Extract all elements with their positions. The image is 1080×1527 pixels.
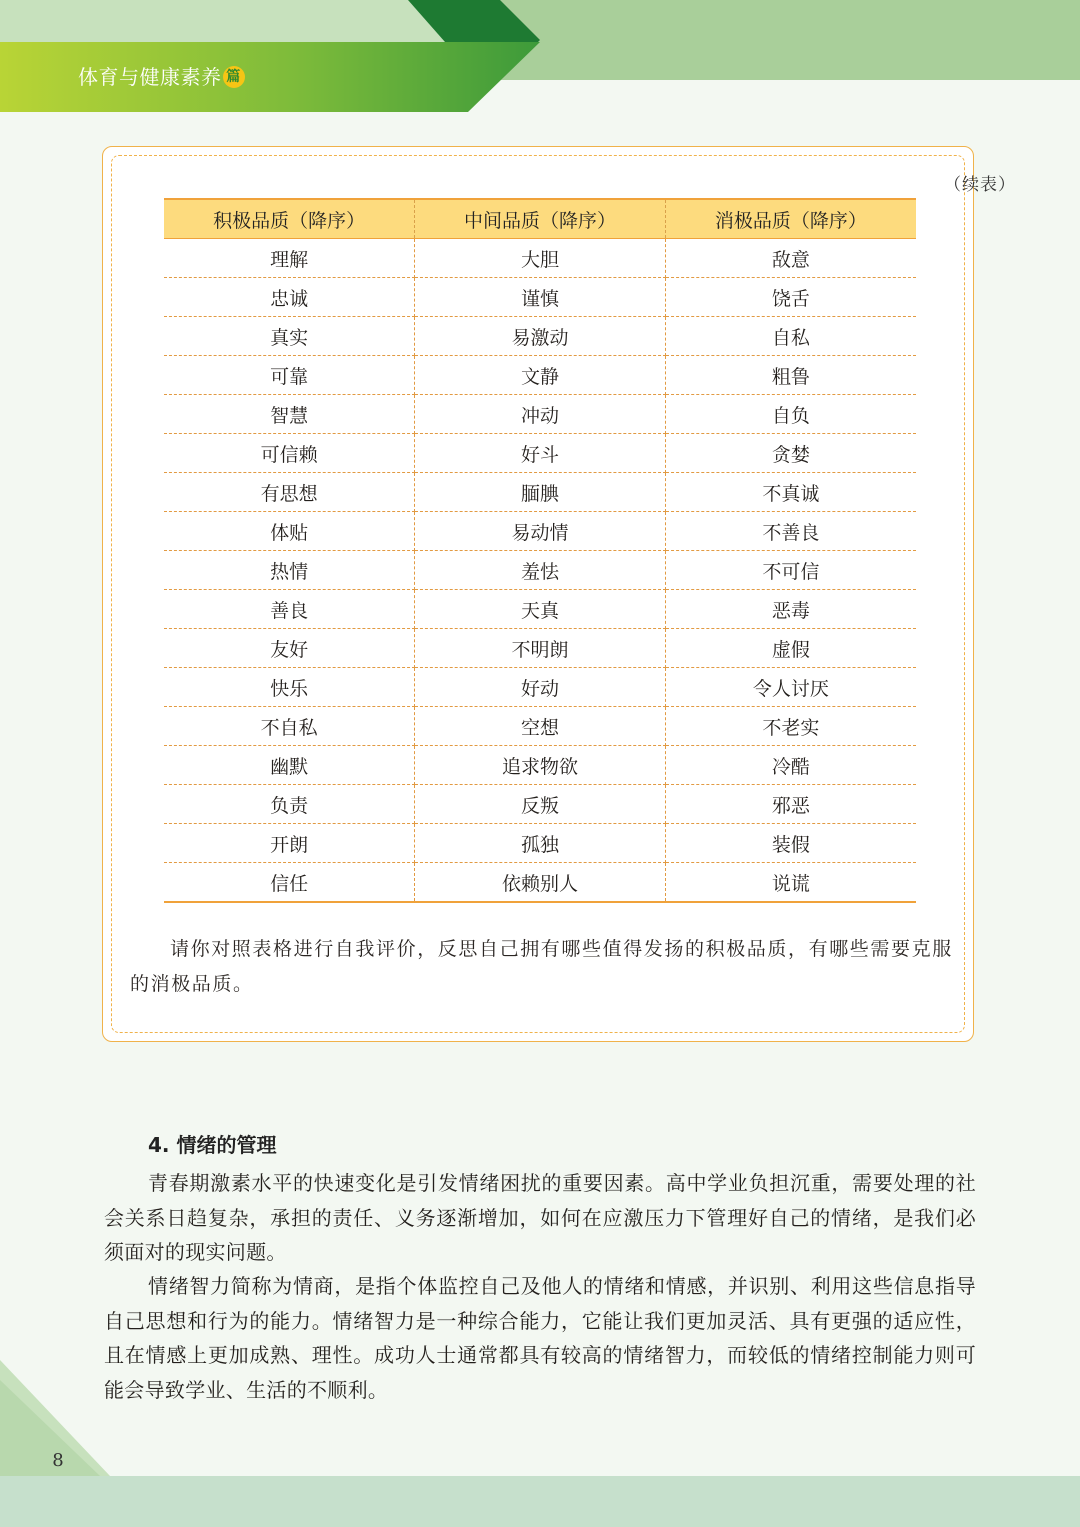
continued-label: （续表）: [944, 175, 1016, 195]
table-cell-positive: 忠诚: [164, 278, 415, 317]
table-cell-negative: 邪恶: [665, 785, 916, 824]
table-body: [164, 239, 916, 903]
table-cell-neutral: 追求物欲: [415, 746, 666, 785]
table-cell-negative: 不善良: [665, 512, 916, 551]
table-cell-negative: 不老实: [665, 707, 916, 746]
header-banner: [0, 0, 1080, 112]
table-cell-neutral: 易动情: [415, 512, 666, 551]
header-title: [78, 62, 245, 92]
table-cell-negative: 不可信: [665, 551, 916, 590]
table-cell-neutral: 孤独: [415, 824, 666, 863]
self-evaluation-prompt: 请你对照表格进行自我评价，反思自己拥有哪些值得发扬的积极品质，有哪些需要克服的消极品质。: [130, 938, 953, 995]
quality-table: [164, 198, 916, 903]
header-title-text: 体育与健康素养: [78, 65, 222, 89]
table-row: [164, 668, 916, 707]
column-header-neutral: 中间品质（降序）: [415, 199, 666, 239]
table-cell-neutral: 反叛: [415, 785, 666, 824]
table-cell-positive: 友好: [164, 629, 415, 668]
table-cell-positive: 有思想: [164, 473, 415, 512]
table-cell-neutral: 易激动: [415, 317, 666, 356]
table-cell-negative: 令人讨厌: [665, 668, 916, 707]
table-cell-neutral: 腼腆: [415, 473, 666, 512]
table-cell-neutral: 依赖别人: [415, 863, 666, 903]
table-cell-neutral: 天真: [415, 590, 666, 629]
table-cell-negative: 贪婪: [665, 434, 916, 473]
table-row: [164, 395, 916, 434]
table-cell-neutral: 羞怯: [415, 551, 666, 590]
table-row: [164, 707, 916, 746]
table-cell-negative: 冷酷: [665, 746, 916, 785]
table-row: [164, 629, 916, 668]
table-row: [164, 239, 916, 278]
table-cell-neutral: 文静: [415, 356, 666, 395]
table-cell-positive: 开朗: [164, 824, 415, 863]
table-cell-positive: 理解: [164, 239, 415, 278]
table-cell-negative: 说谎: [665, 863, 916, 903]
table-row: [164, 863, 916, 903]
page-number: 8: [52, 1450, 64, 1471]
table-row: [164, 473, 916, 512]
table-cell-negative: 恶毒: [665, 590, 916, 629]
table-cell-positive: 体贴: [164, 512, 415, 551]
table-row: [164, 356, 916, 395]
table-cell-negative: 粗鲁: [665, 356, 916, 395]
table-row: [164, 278, 916, 317]
paragraph-1: 青春期激素水平的快速变化是引发情绪困扰的重要因素。高中学业负担沉重，需要处理的社会关系日趋复杂，承担的责任、义务逐渐增加，如何在应激压力下管理好自己的情绪，是我们必须面对的现实问题。: [104, 1171, 976, 1264]
table-cell-negative: 敌意: [665, 239, 916, 278]
table-row: [164, 590, 916, 629]
table-row: [164, 824, 916, 863]
header-badge: 篇: [223, 66, 245, 88]
paragraph-2: 情绪智力简称为情商，是指个体监控自己及他人的情绪和情感，并识别、利用这些信息指导自己思想和行为的能力。情绪智力是一种综合能力，它能让我们更加灵活、具有更强的适应性，且在情感上更加成熟、理性。成功人士通常都具有较高的情绪智力，而较低的情绪控制能力则可能会导致学业、生活的不顺利。: [104, 1274, 976, 1402]
table-row: [164, 434, 916, 473]
table-cell-negative: 装假: [665, 824, 916, 863]
table-header-row: [164, 199, 916, 239]
table-cell-positive: 信任: [164, 863, 415, 903]
table-cell-neutral: 大胆: [415, 239, 666, 278]
table-cell-neutral: 冲动: [415, 395, 666, 434]
table-cell-neutral: 空想: [415, 707, 666, 746]
column-header-positive: 积极品质（降序）: [164, 199, 415, 239]
table-cell-positive: 智慧: [164, 395, 415, 434]
table-cell-negative: 虚假: [665, 629, 916, 668]
table-cell-negative: 自私: [665, 317, 916, 356]
column-header-negative: 消极品质（降序）: [665, 199, 916, 239]
table-cell-positive: 真实: [164, 317, 415, 356]
table-cell-positive: 快乐: [164, 668, 415, 707]
table-cell-positive: 善良: [164, 590, 415, 629]
section-heading: 4. 情绪的管理: [148, 1133, 277, 1157]
table-cell-positive: 负责: [164, 785, 415, 824]
table-cell-neutral: 不明朗: [415, 629, 666, 668]
table-row: [164, 512, 916, 551]
table-cell-positive: 可信赖: [164, 434, 415, 473]
table-row: [164, 551, 916, 590]
table-cell-positive: 不自私: [164, 707, 415, 746]
table-row: [164, 785, 916, 824]
table-row: [164, 746, 916, 785]
table-cell-negative: 饶舌: [665, 278, 916, 317]
table-cell-neutral: 好斗: [415, 434, 666, 473]
table-cell-negative: 不真诚: [665, 473, 916, 512]
table-cell-negative: 自负: [665, 395, 916, 434]
table-row: [164, 317, 916, 356]
table-cell-positive: 可靠: [164, 356, 415, 395]
table-cell-positive: 热情: [164, 551, 415, 590]
table-cell-neutral: 好动: [415, 668, 666, 707]
table-cell-positive: 幽默: [164, 746, 415, 785]
table-cell-neutral: 谨慎: [415, 278, 666, 317]
footer-decoration: [0, 1360, 1080, 1527]
